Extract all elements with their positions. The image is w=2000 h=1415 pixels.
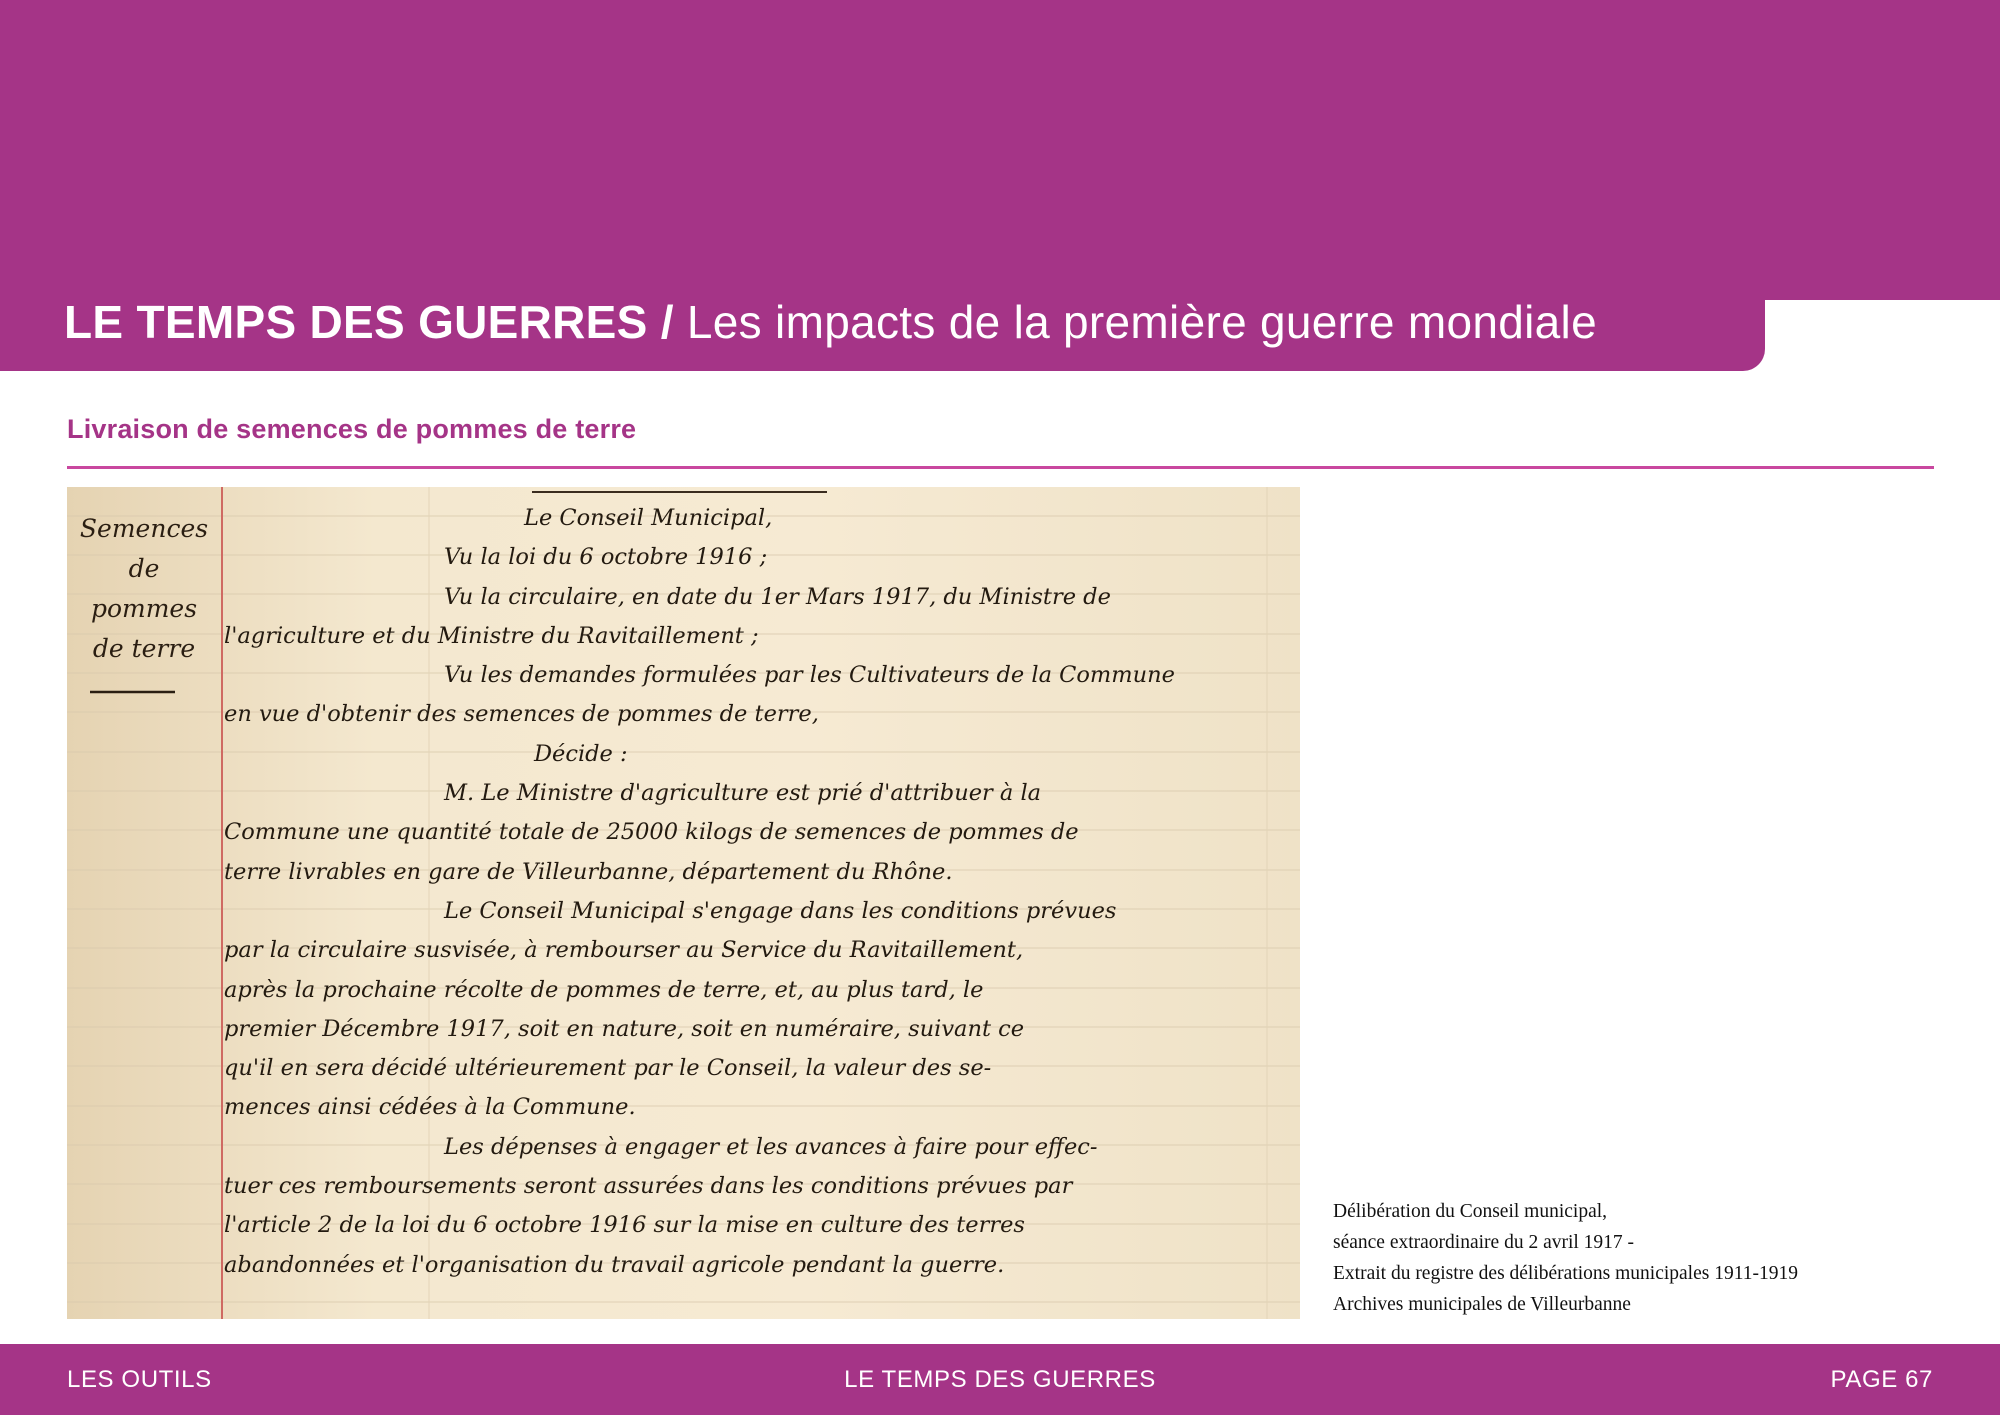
title-subject: Les impacts de la première guerre mondiale bbox=[686, 296, 1597, 348]
section-heading: Livraison de semences de pommes de terre bbox=[67, 414, 637, 444]
margin-note-line: pommes bbox=[90, 594, 198, 623]
caption-line: Extrait du registre des délibérations municipales 1911-1919 bbox=[1333, 1263, 1798, 1284]
handwritten-text bbox=[224, 499, 1284, 1285]
text-line: Vu les demandes formulées par les Cultivateurs de la Commune bbox=[444, 662, 1175, 689]
image-caption bbox=[1333, 1196, 1973, 1320]
text-line: Décide : bbox=[534, 740, 628, 767]
text-line: Commune une quantité totale de 25000 kilogs de semences de pommes de bbox=[224, 819, 1079, 846]
text-line: après la prochaine récolte de pommes de terre, et, au plus tard, le bbox=[224, 976, 984, 1003]
footer-section-label: LES OUTILS bbox=[67, 1366, 212, 1393]
archive-document-image bbox=[67, 487, 1300, 1319]
text-line: Vu la loi du 6 octobre 1916 ; bbox=[444, 544, 768, 571]
text-line: Le Conseil Municipal, bbox=[524, 505, 773, 531]
text-line: abandonnées et l'organisation du travail agricole pendant la guerre. bbox=[224, 1251, 1005, 1278]
margin-note-line: de terre bbox=[92, 634, 196, 663]
text-line: en vue d'obtenir des semences de pommes de terre, bbox=[224, 701, 819, 728]
text-line: par la circulaire susvisée, à rembourser au Service du Ravitaillement, bbox=[224, 937, 1024, 964]
margin-note-line: de bbox=[128, 554, 160, 583]
text-line: tuer ces remboursements seront assurées dans les conditions prévues par bbox=[224, 1173, 1073, 1200]
title-section: LE TEMPS DES GUERRES / bbox=[64, 296, 674, 348]
margin-note bbox=[69, 509, 219, 669]
footer-bar bbox=[0, 1344, 2000, 1415]
text-line: Vu la circulaire, en date du 1er Mars 1917, du Ministre de bbox=[444, 583, 1111, 610]
text-line: Les dépenses à engager et les avances à faire pour effec- bbox=[444, 1133, 1098, 1160]
text-line: qu'il en sera décidé ultérieurement par le Conseil, la valeur des se- bbox=[224, 1055, 992, 1082]
caption-line: séance extraordinaire du 2 avril 1917 - bbox=[1333, 1232, 1635, 1253]
header-band bbox=[0, 0, 2000, 300]
text-line: terre livrables en gare de Villeurbanne, département du Rhône. bbox=[224, 858, 953, 885]
caption-line: Délibération du Conseil municipal, bbox=[1333, 1201, 1608, 1222]
page-number: PAGE 67 bbox=[1830, 1366, 1933, 1393]
text-line: premier Décembre 1917, soit en nature, soit en numéraire, suivant ce bbox=[224, 1015, 1025, 1042]
text-line: mences ainsi cédées à la Commune. bbox=[224, 1094, 636, 1121]
heading-divider bbox=[67, 466, 1934, 469]
page-title bbox=[64, 292, 1597, 352]
caption-line: Archives municipales de Villeurbanne bbox=[1333, 1294, 1631, 1315]
text-line: Le Conseil Municipal s'engage dans les conditions prévues bbox=[444, 897, 1117, 924]
margin-note-line: Semences bbox=[79, 514, 209, 543]
text-line: M. Le Ministre d'agriculture est prié d'attribuer à la bbox=[444, 780, 1042, 807]
text-line: l'agriculture et du Ministre du Ravitaillement ; bbox=[224, 622, 759, 649]
text-line: l'article 2 de la loi du 6 octobre 1916 sur la mise en culture des terres bbox=[224, 1212, 1025, 1239]
footer-chapter-label: LE TEMPS DES GUERRES bbox=[844, 1366, 1156, 1393]
